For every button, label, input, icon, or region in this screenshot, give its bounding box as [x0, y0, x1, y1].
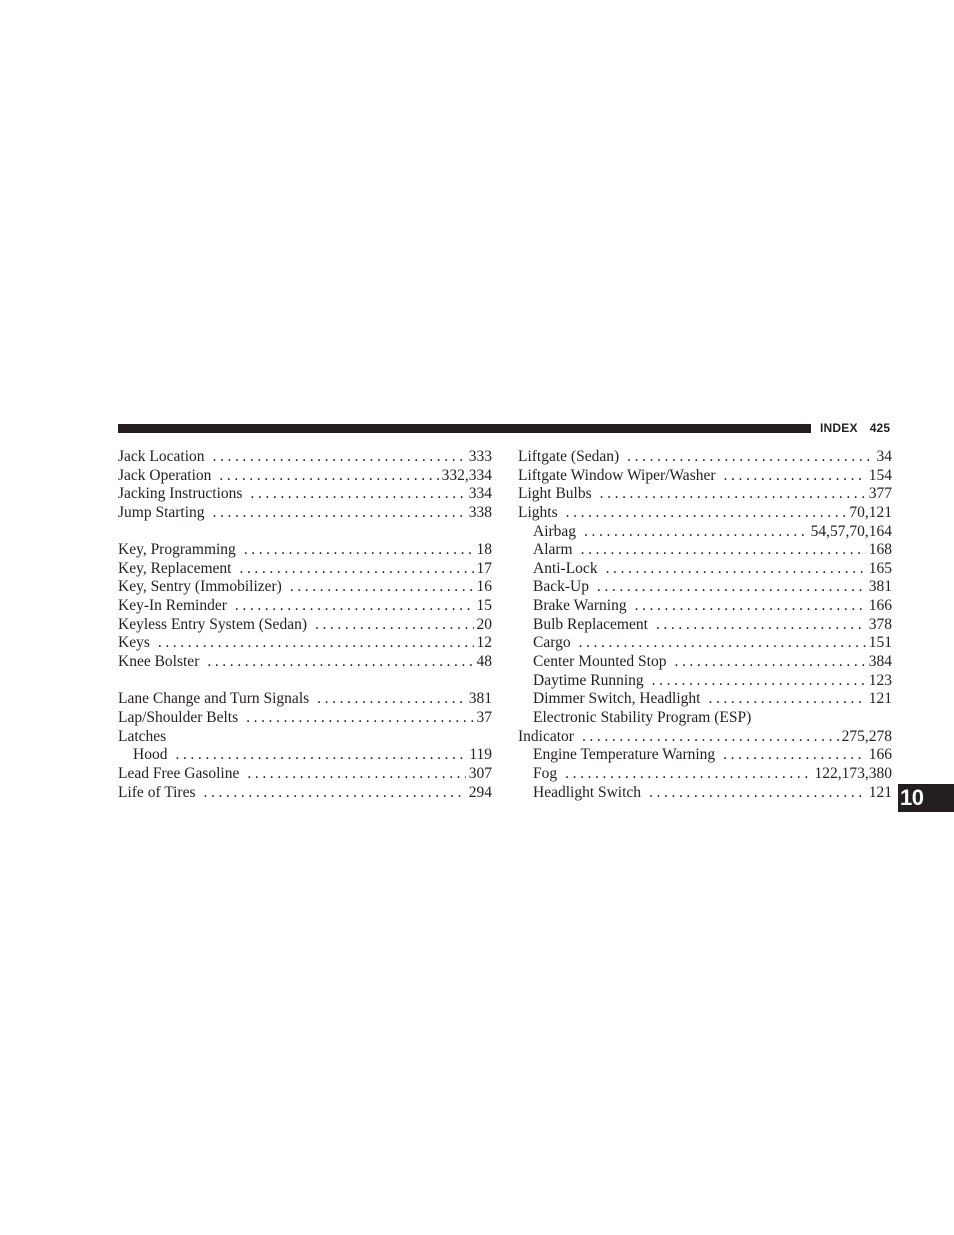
- entry-label: Key-In Reminder: [118, 597, 227, 615]
- entry-label: Lights: [518, 503, 558, 521]
- index-entry: [518, 467, 892, 486]
- entry-pages: 119: [469, 746, 492, 764]
- section-title: INDEX: [820, 421, 858, 435]
- entry-label: Jump Starting: [118, 503, 205, 521]
- entry-label: Jacking Instructions: [118, 485, 243, 503]
- dot-leader: [674, 653, 865, 672]
- entry-label: Fog: [533, 764, 558, 782]
- entry-pages: 166: [868, 597, 892, 615]
- entry-label: Dimmer Switch, Headlight: [533, 690, 701, 708]
- entry-label: Lap/Shoulder Belts: [118, 708, 239, 726]
- index-entry: [518, 485, 892, 504]
- dot-leader: [656, 616, 866, 635]
- entry-pages: 34: [876, 448, 892, 465]
- index-entry: [118, 653, 492, 672]
- entry-pages: 123: [868, 671, 892, 689]
- dot-leader: [627, 448, 873, 467]
- entry-pages: 37: [476, 708, 492, 726]
- dot-leader: [708, 690, 865, 709]
- dot-leader: [317, 690, 466, 709]
- entry-pages: 20: [476, 615, 492, 633]
- index-entry: [118, 709, 492, 728]
- index-subentry: [518, 746, 892, 765]
- entry-label: Keyless Entry System (Sedan): [118, 615, 307, 633]
- index-entry: [118, 784, 492, 803]
- index-subentry: [518, 634, 892, 653]
- page-number: 425: [869, 421, 891, 435]
- dot-leader: [597, 578, 866, 597]
- entry-gap: [118, 672, 492, 691]
- dot-leader: [600, 485, 866, 504]
- index-subentry: [518, 541, 892, 560]
- dot-leader: [239, 560, 473, 579]
- index-column-right: [518, 448, 892, 802]
- entry-label: Jack Location: [118, 448, 205, 465]
- dot-leader: [723, 746, 866, 765]
- index-column-left: [118, 448, 492, 802]
- dot-leader: [649, 784, 866, 803]
- index-entry: [118, 765, 492, 784]
- entry-label: Engine Temperature Warning: [533, 746, 716, 764]
- index-entry: [518, 728, 892, 747]
- entry-label: Life of Tires: [118, 783, 196, 801]
- entry-label: Key, Programming: [118, 541, 236, 559]
- header-rule: [118, 424, 811, 433]
- index-subentry: [518, 690, 892, 709]
- index-entry: [118, 728, 492, 747]
- index-subentry: [118, 746, 492, 765]
- dot-leader: [565, 765, 811, 784]
- index-entry: [118, 541, 492, 560]
- dot-leader: [584, 523, 808, 542]
- entry-pages: 307: [468, 764, 492, 782]
- entry-pages: 166: [868, 746, 892, 764]
- index-subentry: [518, 672, 892, 691]
- index-subentry: [518, 784, 892, 803]
- dot-leader: [250, 485, 465, 504]
- dot-leader: [652, 672, 866, 691]
- entry-label: Daytime Running: [533, 671, 644, 689]
- entry-label: Lane Change and Turn Signals: [118, 690, 310, 708]
- entry-pages: 15: [476, 597, 492, 615]
- index-subentry: [518, 653, 892, 672]
- dot-leader: [247, 765, 465, 784]
- index-entry: [118, 485, 492, 504]
- entry-label: Cargo: [533, 634, 571, 652]
- entry-pages: 338: [468, 503, 492, 521]
- entry-pages: 294: [468, 783, 492, 801]
- index-entry: [118, 690, 492, 709]
- entry-label: Center Mounted Stop: [533, 653, 667, 671]
- index-subentry: [518, 709, 892, 728]
- index-entry: [118, 467, 492, 486]
- entry-pages: 378: [868, 615, 892, 633]
- index-subentry: [518, 578, 892, 597]
- dot-leader: [219, 467, 438, 486]
- entry-pages: 151: [868, 634, 892, 652]
- entry-pages: 333: [468, 448, 492, 465]
- entry-pages: 384: [868, 653, 892, 671]
- entry-pages: 121: [868, 783, 892, 801]
- entry-pages: 17: [476, 559, 492, 577]
- entry-pages: 122,173,380: [814, 764, 892, 782]
- dot-leader: [213, 504, 466, 523]
- entry-pages: 121: [868, 690, 892, 708]
- entry-label: Light Bulbs: [518, 485, 592, 503]
- entry-label: Indicator: [518, 727, 574, 745]
- chapter-tab: 10: [898, 784, 954, 812]
- entry-label: Keys: [118, 634, 150, 652]
- dot-leader: [244, 541, 474, 560]
- dot-leader: [724, 467, 866, 486]
- dot-leader: [606, 560, 866, 579]
- entry-label: Hood: [133, 746, 168, 764]
- entry-pages: 70,121: [849, 503, 892, 521]
- entry-pages: 381: [468, 690, 492, 708]
- entry-label: Liftgate Window Wiper/Washer: [518, 466, 716, 484]
- dot-leader: [207, 653, 473, 672]
- running-header: [820, 421, 890, 435]
- index-entry: [518, 448, 892, 467]
- entry-pages: 165: [868, 559, 892, 577]
- entry-pages: 16: [476, 578, 492, 596]
- entry-label: Electronic Stability Program (ESP): [533, 708, 752, 726]
- index-entry: [118, 504, 492, 523]
- dot-leader: [582, 728, 839, 747]
- index-entry: [118, 616, 492, 635]
- entry-label: Key, Replacement: [118, 559, 232, 577]
- index-entry: [118, 560, 492, 579]
- entry-pages: 154: [868, 466, 892, 484]
- dot-leader: [581, 541, 866, 560]
- entry-pages: 48: [476, 653, 492, 671]
- entry-label: Lead Free Gasoline: [118, 764, 240, 782]
- entry-pages: 334: [468, 485, 492, 503]
- dot-leader: [579, 634, 866, 653]
- entry-label: Back-Up: [533, 578, 589, 596]
- dot-leader: [315, 616, 474, 635]
- entry-label: Headlight Switch: [533, 783, 642, 801]
- entry-pages: 18: [476, 541, 492, 559]
- entry-pages: 381: [868, 578, 892, 596]
- index-entry: [118, 597, 492, 616]
- entry-label: Key, Sentry (Immobilizer): [118, 578, 282, 596]
- dot-leader: [235, 597, 474, 616]
- entry-label: Airbag: [533, 522, 577, 540]
- index-subentry: [518, 765, 892, 784]
- entry-label: Anti-Lock: [533, 559, 598, 577]
- index-subentry: [518, 523, 892, 542]
- dot-leader: [246, 709, 473, 728]
- entry-label: Liftgate (Sedan): [518, 448, 620, 465]
- index-entry: [118, 634, 492, 653]
- entry-pages: 168: [868, 541, 892, 559]
- entry-label: Latches: [118, 727, 167, 745]
- index-subentry: [518, 597, 892, 616]
- index-entry: [118, 578, 492, 597]
- entry-label: Knee Bolster: [118, 653, 200, 671]
- entry-label: Alarm: [533, 541, 573, 559]
- entry-pages: 275,278: [841, 727, 892, 745]
- dot-leader: [158, 634, 474, 653]
- dot-leader: [566, 504, 847, 523]
- index-entry: [118, 448, 492, 467]
- dot-leader: [290, 578, 474, 597]
- entry-pages: 12: [476, 634, 492, 652]
- dot-leader: [204, 784, 466, 803]
- dot-leader: [175, 746, 466, 765]
- index-subentry: [518, 560, 892, 579]
- index-entry: [518, 504, 892, 523]
- entry-gap: [118, 523, 492, 542]
- index-subentry: [518, 616, 892, 635]
- entry-label: Jack Operation: [118, 466, 212, 484]
- entry-label: Brake Warning: [533, 597, 627, 615]
- entry-pages: 332,334: [441, 466, 492, 484]
- dot-leader: [635, 597, 866, 616]
- entry-pages: 54,57,70,164: [810, 522, 892, 540]
- entry-pages: 377: [868, 485, 892, 503]
- entry-label: Bulb Replacement: [533, 615, 648, 633]
- dot-leader: [213, 448, 466, 467]
